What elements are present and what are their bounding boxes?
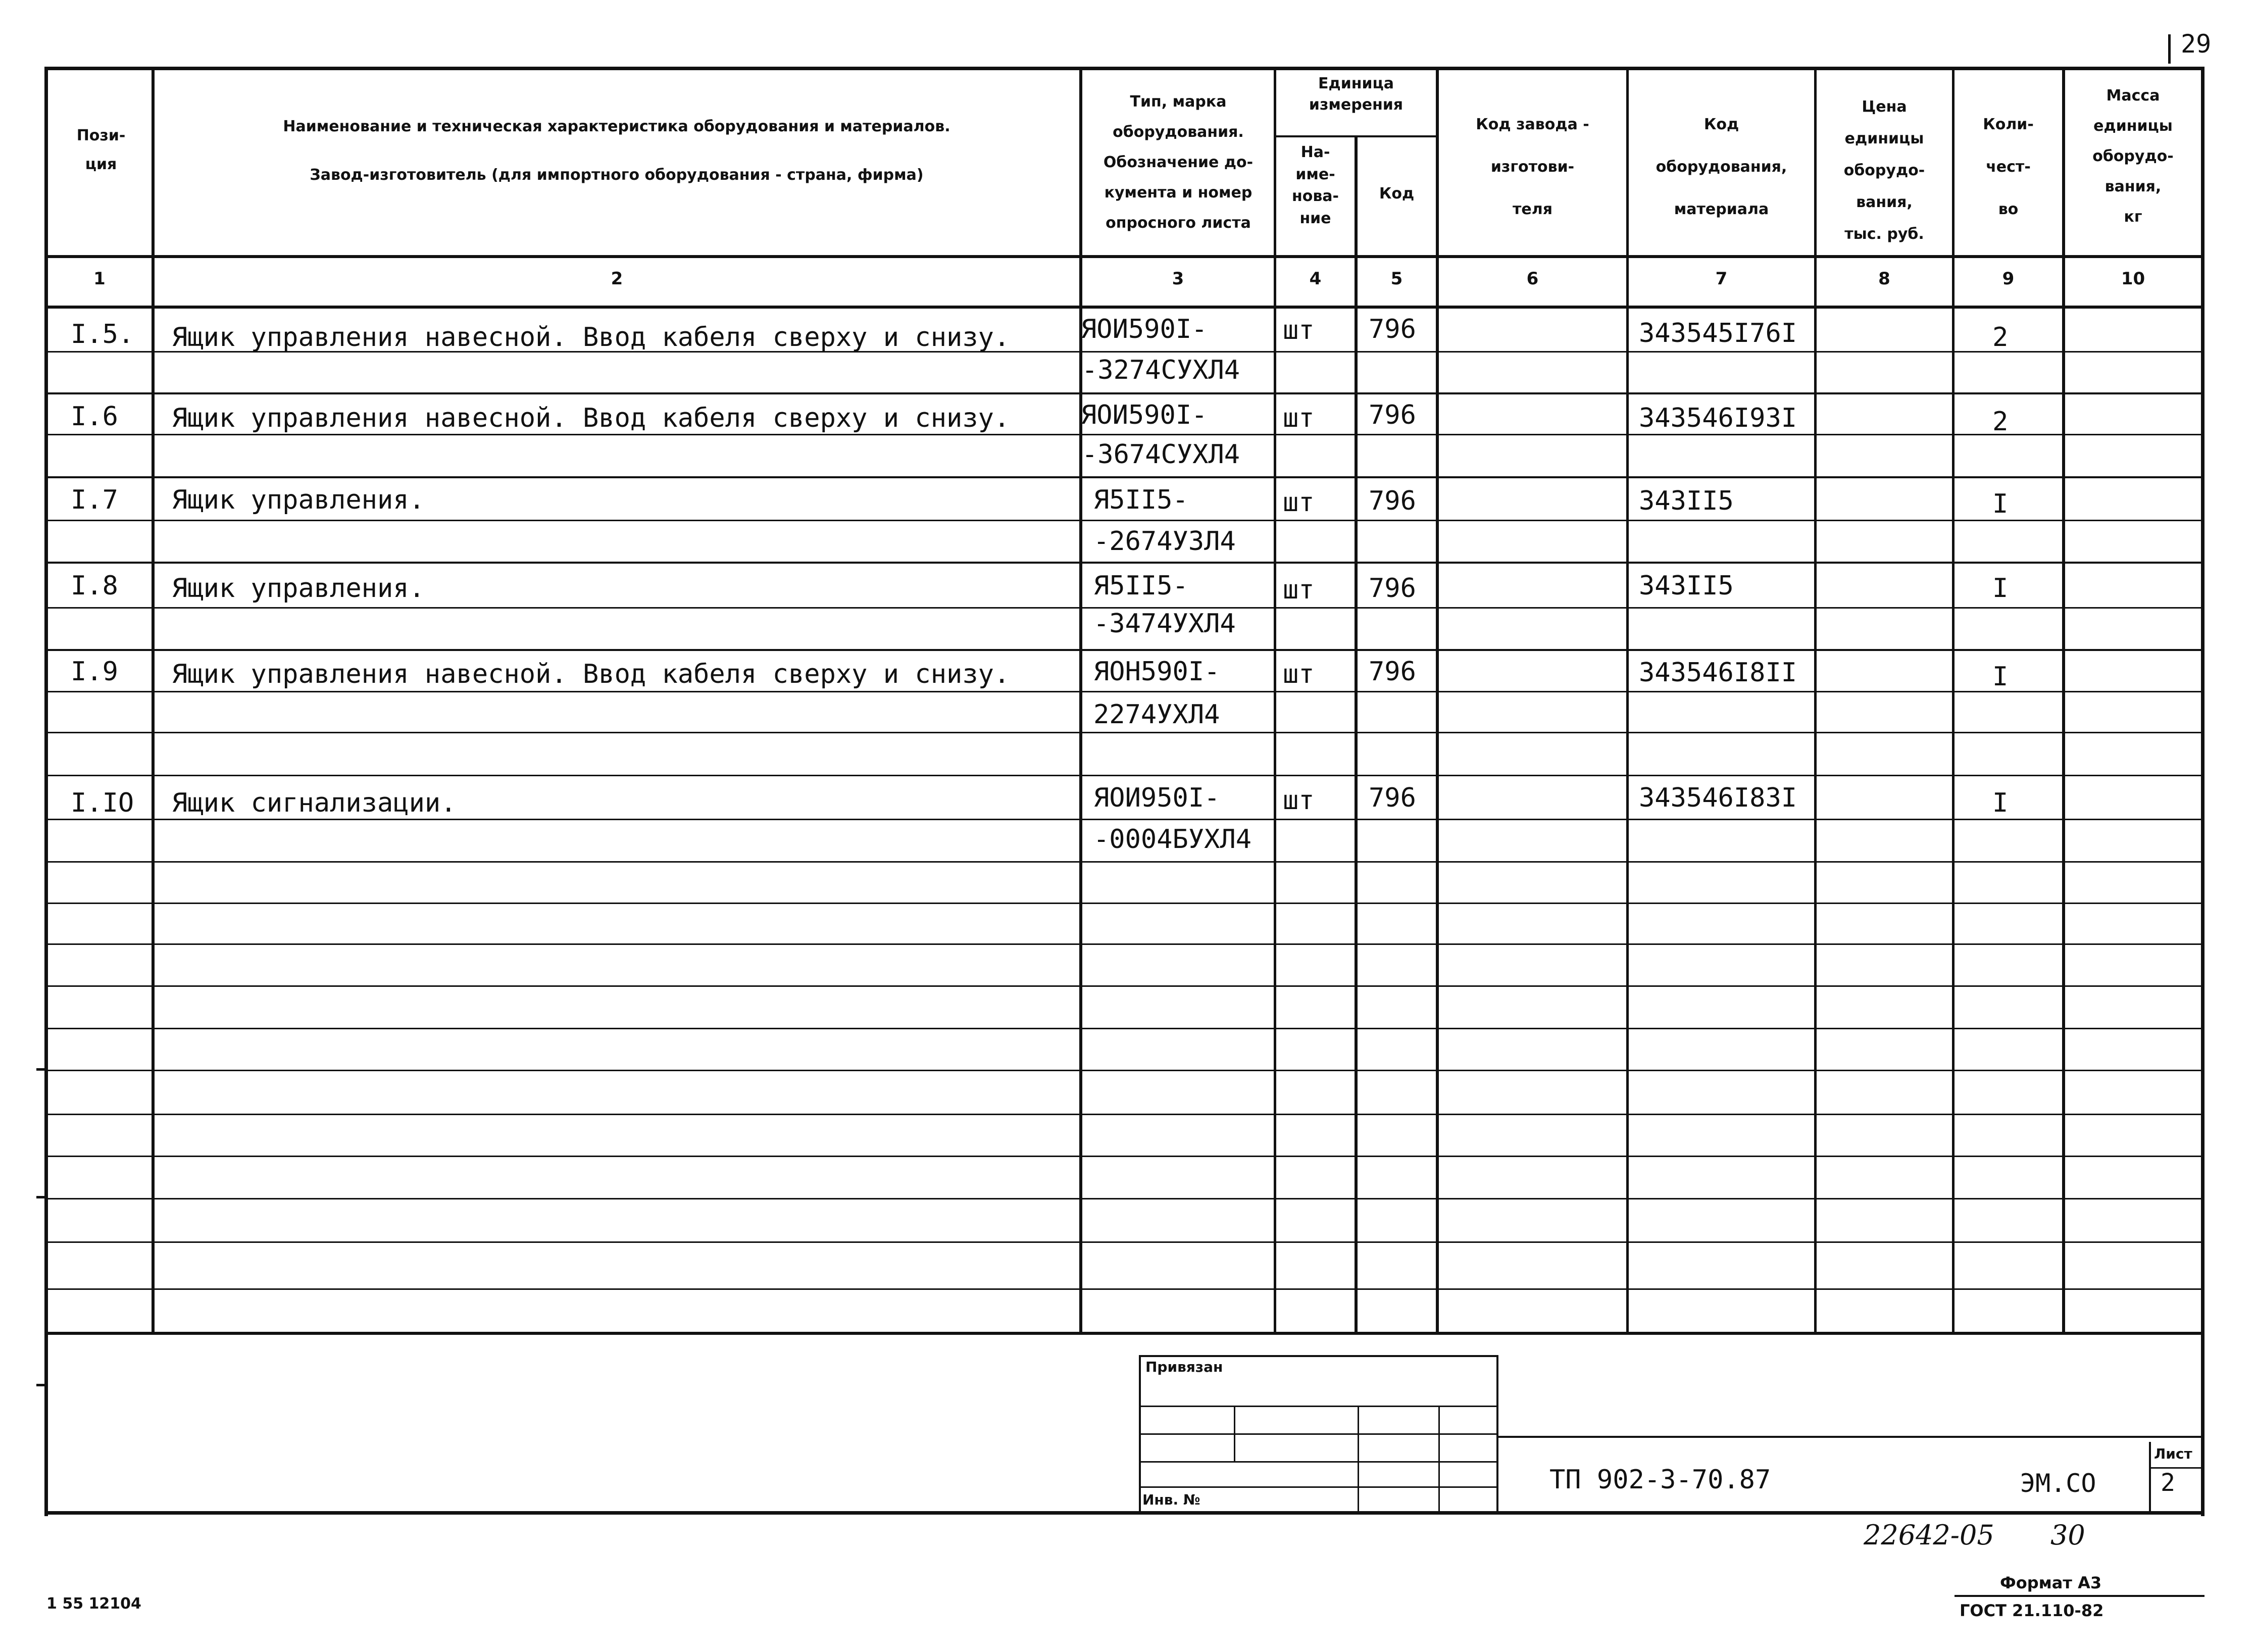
row-type-line2: -3674СУХЛ4: [1082, 439, 1240, 470]
row-quantity: I: [1992, 788, 2009, 818]
row-equipment-code: 343II5: [1639, 486, 1734, 516]
row-position: I.5.: [71, 319, 134, 349]
header-price: Цена единицы оборудо- вания, тыс. руб.: [1843, 98, 1925, 243]
row-name: Ящик управления навесной. Ввод кабеля сверху и снизу.: [172, 659, 1010, 689]
row-type-line1: Я5II5-: [1093, 571, 1188, 601]
row-equipment-code: 343546I83I: [1639, 783, 1797, 813]
row-type-line1: Я5II5-: [1093, 485, 1188, 515]
header-unit-code: Код: [1379, 185, 1415, 203]
row-unit: шт: [1283, 575, 1315, 605]
footer-code: 1 55 12104: [46, 1595, 141, 1613]
colnum-5: 5: [1390, 269, 1403, 289]
row-quantity: I: [1992, 573, 2009, 604]
row-unit: шт: [1283, 315, 1315, 345]
row-name: Ящик управления.: [172, 485, 425, 515]
row-unit-code: 796: [1369, 657, 1416, 687]
row-unit-code: 796: [1369, 783, 1416, 813]
handwritten-page: 30: [2050, 1519, 2085, 1551]
sheet-label: Лист: [2154, 1445, 2192, 1462]
row-unit: шт: [1283, 659, 1315, 689]
document-designation: ТП 902-3-70.87: [1549, 1465, 1771, 1495]
row-position: I.9: [71, 657, 118, 687]
row-type-line2: -3274СУХЛ4: [1082, 355, 1240, 385]
row-type-line2: -3474УХЛ4: [1093, 609, 1236, 639]
document-mark: ЭМ.СО: [2020, 1469, 2096, 1498]
row-name: Ящик управления навесной. Ввод кабеля сверху и снизу.: [172, 403, 1010, 433]
row-type-line1: ЯОИ590I-: [1081, 400, 1208, 430]
handwritten-number: 22642-05: [1864, 1519, 1994, 1551]
footer-format: Формат А3: [2000, 1573, 2102, 1592]
row-name: Ящик сигнализации.: [172, 788, 457, 818]
row-equipment-code: 343546I93I: [1639, 403, 1797, 433]
row-name: Ящик управления.: [172, 573, 425, 604]
row-position: I.IO: [71, 788, 134, 818]
row-equipment-code: 343II5: [1639, 571, 1734, 601]
header-name-line1: Наименование и техническая характеристика оборудования и материалов.: [283, 118, 950, 135]
header-position: Пози- ция: [76, 127, 126, 173]
header-equipment-code: Код оборудования, материала: [1656, 116, 1787, 218]
colnum-7: 7: [1715, 269, 1728, 289]
attached-label: Привязан: [1145, 1359, 1223, 1375]
sheet-number: 2: [2161, 1469, 2175, 1497]
header-quantity: Коли- чест- во: [1983, 116, 2034, 218]
row-quantity: I: [1992, 662, 2009, 692]
row-name: Ящик управления навесной. Ввод кабеля сверху и снизу.: [172, 322, 1010, 353]
row-type-line1: ЯОИ590I-: [1081, 314, 1208, 344]
header-unit-name: На- име- нова- ние: [1291, 143, 1339, 227]
row-unit: шт: [1283, 785, 1315, 816]
row-unit-code: 796: [1369, 400, 1416, 430]
row-quantity: I: [1992, 489, 2009, 519]
row-type-line1: ЯОН590I-: [1093, 657, 1220, 687]
row-position: I.7: [71, 485, 118, 515]
row-quantity: 2: [1992, 322, 2009, 353]
row-type-line1: ЯОИ950I-: [1093, 783, 1220, 813]
header-name-line2: Завод-изготовитель (для импортного оборудования - страна, фирма): [310, 166, 924, 184]
row-type-line2: 2274УХЛ4: [1093, 699, 1220, 730]
page-number: 29: [2181, 29, 2212, 59]
colnum-2: 2: [611, 269, 623, 289]
row-position: I.8: [71, 571, 118, 601]
row-unit-code: 796: [1369, 573, 1416, 604]
colnum-10: 10: [2121, 269, 2145, 289]
header-plant-code: Код завода - изготови- теля: [1476, 116, 1589, 218]
row-quantity: 2: [1992, 407, 2009, 437]
inventory-number-label: Инв. №: [1142, 1491, 1200, 1508]
colnum-4: 4: [1309, 269, 1322, 289]
row-unit-code: 796: [1369, 314, 1416, 344]
footer-gost: ГОСТ 21.110-82: [1960, 1601, 2104, 1620]
row-unit: шт: [1283, 403, 1315, 433]
row-unit-code: 796: [1369, 486, 1416, 516]
row-type-line2: -0004БУХЛ4: [1093, 824, 1252, 855]
row-equipment-code: 343546I8II: [1639, 658, 1797, 688]
colnum-1: 1: [93, 269, 106, 289]
header-unit-group: Единица измерения: [1309, 75, 1404, 114]
header-type: Тип, марка оборудования. Обозначение до- кумента и номер опросного листа: [1103, 93, 1254, 232]
row-equipment-code: 343545I76I: [1639, 318, 1797, 348]
colnum-6: 6: [1526, 269, 1539, 289]
colnum-9: 9: [2002, 269, 2015, 289]
header-mass: Масса единицы оборудо- вания, кг: [2092, 87, 2174, 226]
colnum-8: 8: [1878, 269, 1890, 289]
row-position: I.6: [71, 402, 118, 432]
row-unit: шт: [1283, 487, 1315, 518]
colnum-3: 3: [1172, 269, 1184, 289]
row-type-line2: -2674УЗЛ4: [1093, 526, 1236, 557]
